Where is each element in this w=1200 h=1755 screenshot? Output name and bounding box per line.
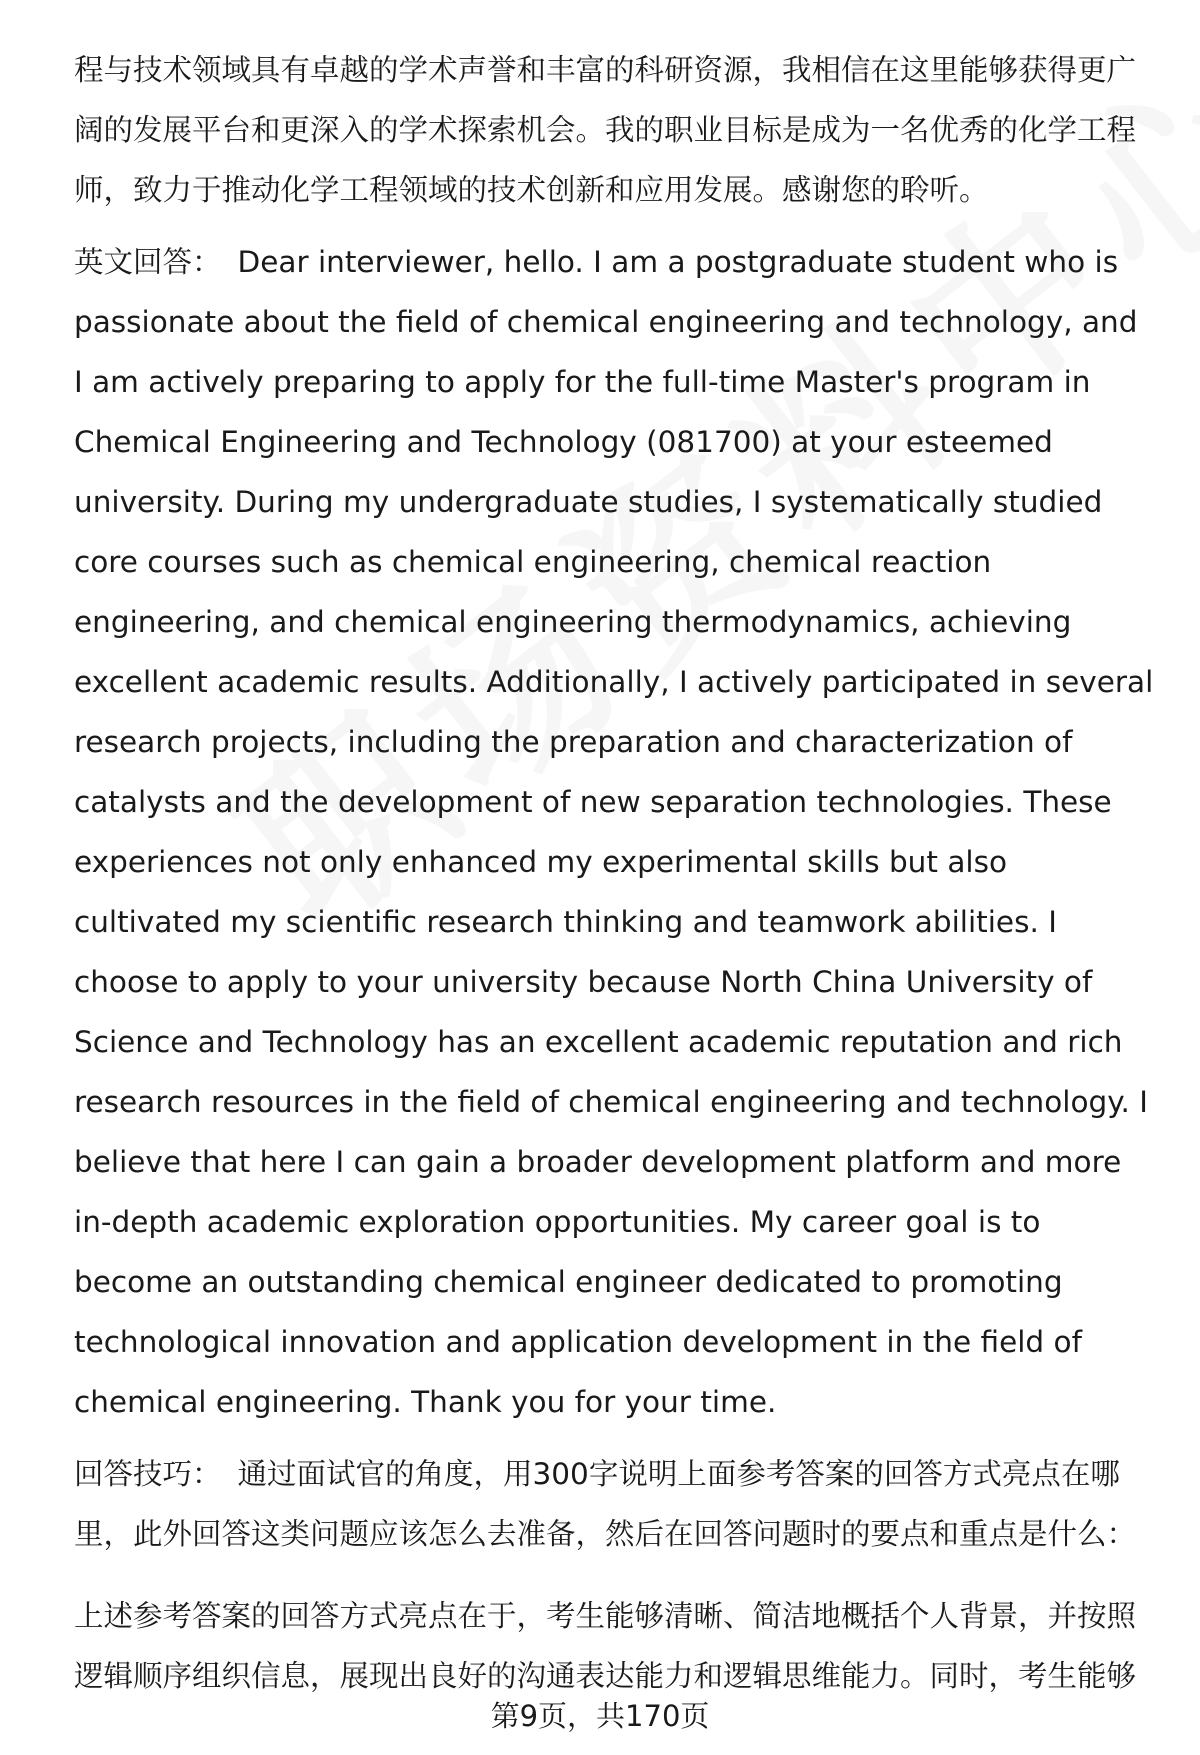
analysis-paragraph: 上述参考答案的回答方式亮点在于，考生能够清晰、简洁地概括个人背景，并按照逻辑顺序组织信息，展现出良好的沟通表达能力和逻辑思维能力。同时，考生能够: [74, 1599, 1137, 1693]
english-answer-paragraph: [74, 232, 1154, 1432]
english-answer-text: Dear interviewer, hello. I am a postgraduate student who is passionate about the field of chemical engineering and technology, and I am actively preparing to apply for the full-time Master's program in Chemical Engineering and Technology (081700) at your esteemed university. During my undergraduate studies, I systematically studied core courses such as chemical engineering, chemical reaction engineering, and chemical engineering thermodynamics, achieving excellent academic results. Additionally, I actively participated in several research projects, including the preparation and characterization of catalysts and the development of new separation technologies. These experiences not only enhanced my experimental skills but also cultivated my scientific research thinking and teamwork abilities. I choose to apply to your university because North China University of Science and Technology has an excellent academic reputation and rich research resources in the field of chemical engineering and technology. I believe that here I can gain a broader development platform and more in-depth academic exploration opportunities. My career goal is to become an outstanding chemical engineer dedicated to promoting technological innovation and application development in the field of chemical engineering. Thank you for your time.: [74, 245, 1154, 1419]
english-answer-label: 英文回答：: [74, 245, 222, 279]
page-indicator: 第9页，共170页: [490, 1699, 710, 1733]
answer-tips-label: 回答技巧：: [74, 1457, 222, 1491]
answer-tips-text: 通过面试官的角度，用300字说明上面参考答案的回答方式亮点在哪里，此外回答这类问题应该怎么去准备，然后在回答问题时的要点和重点是什么：: [74, 1457, 1137, 1551]
page-footer: [0, 1696, 1200, 1736]
document-page: [74, 40, 1154, 1706]
intro-continuation-paragraph: 程与技术领域具有卓越的学术声誉和丰富的科研资源，我相信在这里能够获得更广阔的发展平台和更深入的学术探索机会。我的职业目标是成为一名优秀的化学工程师，致力于推动化学工程领域的技术创新和应用发展。感谢您的聆听。: [74, 53, 1137, 207]
answer-tips-paragraph: [74, 1444, 1154, 1564]
